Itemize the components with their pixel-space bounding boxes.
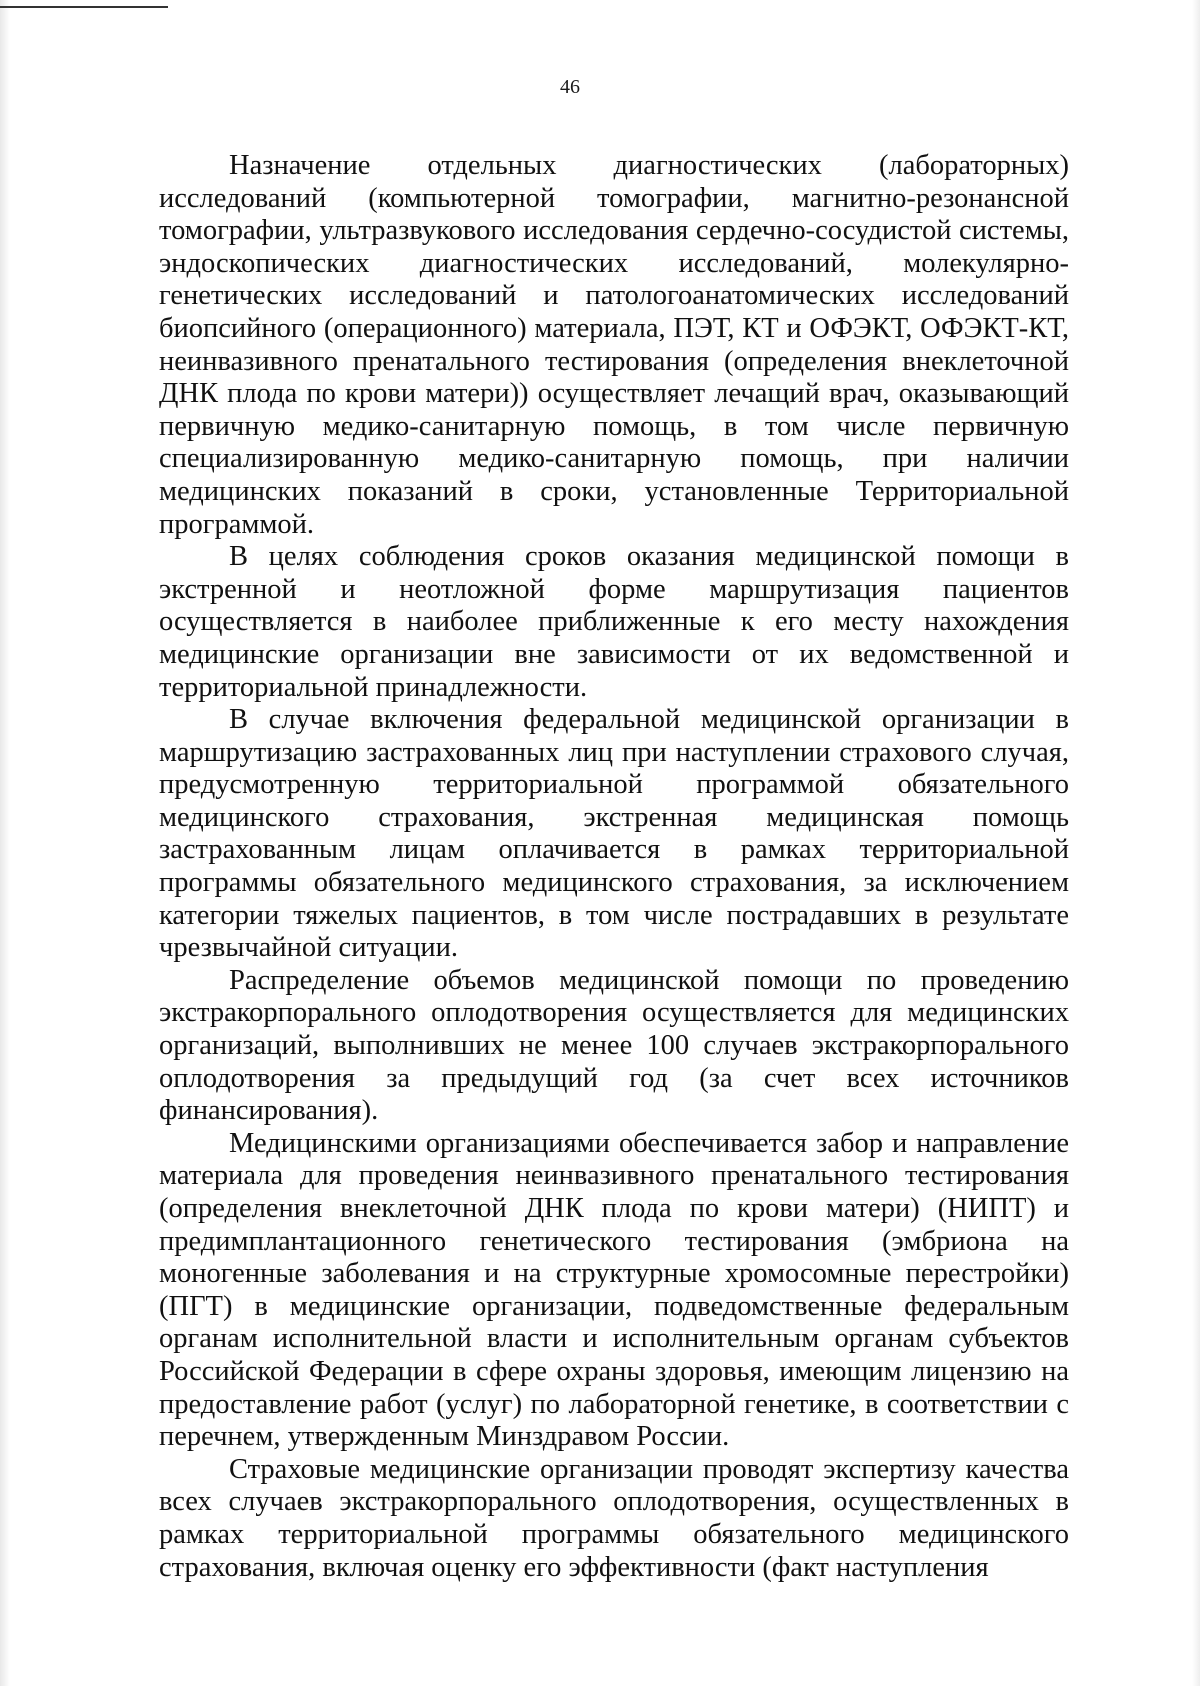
page-number: 46: [560, 76, 580, 98]
scan-edge-left: [0, 0, 10, 1686]
paragraph-genetic-testing: Медицинскими организациями обеспечивается забор и направление материала для проведения неинвазивного пренатального тестирования (определения внеклеточной ДНК плода по крови матери) (НИПТ) и предимплантационного генетического тестирования (эмбриона на моногенные заболевания и на структурные хромосомные перестройки) (ПГТ) в медицинские организации, подведомственные федеральным органам исполнительной власти и исполнительным органам субъектов Российской Федерации в сфере охраны здоровья, имеющим лицензию на предоставление работ (услуг) по лабораторной генетике, в соответствии с перечнем, утвержденным Минздравом России.: [159, 1127, 1069, 1453]
document-body: [159, 150, 1069, 1584]
paragraph-federal-organization: В случае включения федеральной медицинской организации в маршрутизацию застрахованных лиц при наступлении страхового случая, предусмотренную территориальной программой обязательного медицинского страхования, экстренная медицинская помощь застрахованным лицам оплачивается в рамках территориальной программы обязательного медицинского страхования, за исключением категории тяжелых пациентов, в том числе пострадавших в результате чрезвычайной ситуации.: [159, 704, 1069, 964]
paragraph-ivf-distribution: Распределение объемов медицинской помощи по проведению экстракорпорального оплодотворения осуществляется для медицинских организаций, выполнивших не менее 100 случаев экстракорпорального оплодотворения за предыдущий год (за счет всех источников финансирования).: [159, 964, 1069, 1127]
scan-edge-right: [1192, 0, 1200, 1686]
paragraph-emergency-routing: В целях соблюдения сроков оказания медицинской помощи в экстренной и неотложной форме маршрутизация пациентов осуществляется в наиболее приближенные к его месту нахождения медицинские организации вне зависимости от их ведомственной и территориальной принадлежности.: [159, 541, 1069, 703]
paragraph-diagnostics-assignment: Назначение отдельных диагностических (лабораторных) исследований (компьютерной томографии, магнитно-резонансной томографии, ультразвукового исследования сердечно-сосудистой системы, эндоскопических диагностических исследований, молекулярно-генетических исследований и патологоанатомических исследований биопсийного (операционного) материала, ПЭТ, КТ и ОФЭКТ, ОФЭКТ-КТ, неинвазивного пренатального тестирования (определения внеклеточной ДНК плода по крови матери)) осуществляет лечащий врач, оказывающий первичную медико-санитарную помощь, в том числе первичную специализированную медико-санитарную помощь, при наличии медицинских показаний в сроки, установленные Территориальной программой.: [159, 150, 1069, 540]
top-rule-line: [0, 6, 168, 8]
paragraph-insurance-expertise: Страховые медицинские организации проводят экспертизу качества всех случаев экстракорпорального оплодотворения, осуществленных в рамках территориальной программы обязательного медицинского страхования, включая оценку его эффективности (факт наступления: [159, 1453, 1069, 1583]
